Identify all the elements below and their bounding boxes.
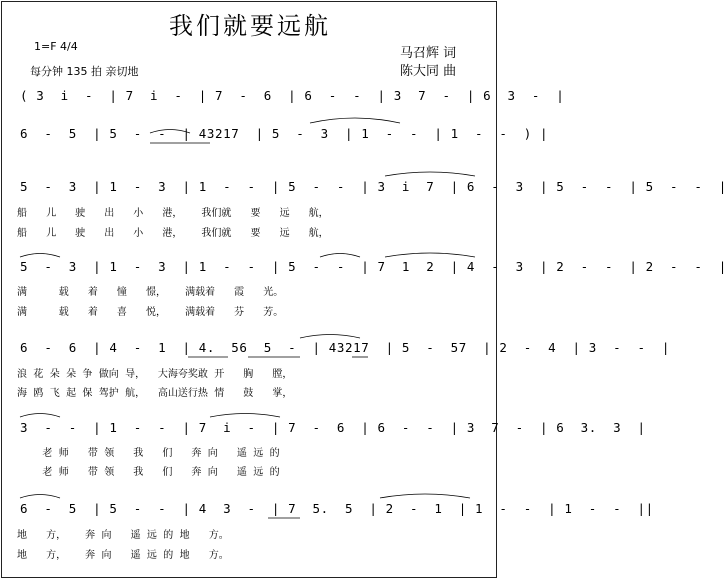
tie-arc <box>150 130 190 134</box>
notation-line-2: 6 - 5 | 5 - - | 43217 | 5 - 3 | 1 - - | 1 - - ) | <box>20 126 549 141</box>
key-signature: 1=F 4/4 <box>34 40 78 53</box>
tie-arc <box>300 335 360 339</box>
tie-arc <box>380 494 470 498</box>
lyric-line-5: 浪 花 朵 朵 争 做向 导， 大海夸奖敢 开 胸 膛， <box>17 369 293 380</box>
lyric-line-2: 船 儿 驶 出 小 港， 我们就 要 远 航， <box>17 228 329 239</box>
lyric-line-6: 海 鸥 飞 起 保 驾护 航， 高山送行热 情 鼓 掌， <box>17 388 293 399</box>
notation-line-7: 6 - 5 | 5 - - | 4 3 - | 7 5. 5 | 2 - 1 | 1 - - | 1 - - || <box>20 501 654 516</box>
lyric-line-10: 地 方， 奔 向 遥 远 的 地 方。 <box>17 550 229 561</box>
composer-credit: 陈大同 曲 <box>400 64 457 79</box>
notation-line-5: 6 - 6 | 4 - 1 | 4. 56 5 - | 43217 | 5 - 57 | 2 - 4 | 3 - - | <box>20 340 671 355</box>
tempo-marking: 每分钟 135 拍 亲切地 <box>30 65 139 78</box>
tie-arc <box>20 495 60 499</box>
lyric-line-8: 老 师 带 领 我 们 奔 向 遥 远 的 <box>17 467 280 478</box>
lyric-line-3: 满 载 着 憧 憬， 满载着 霞 光。 <box>17 287 284 298</box>
lyric-line-1: 船 儿 驶 出 小 港， 我们就 要 远 航， <box>17 208 329 219</box>
lyric-line-4: 满 载 着 喜 悦， 满载着 芬 芳。 <box>17 307 284 318</box>
tie-arc <box>385 253 475 257</box>
tie-arc <box>385 172 475 176</box>
tie-arc <box>320 254 360 258</box>
notation-line-1: ( 3 i - | 7 i - | 7 - 6 | 6 - - | 3 7 - | 6 3 - | <box>20 88 565 103</box>
lyric-line-9: 地 方， 奔 向 遥 远 的 地 方。 <box>17 530 229 541</box>
notation-line-6: 3 - - | 1 - - | 7 i - | 7 - 6 | 6 - - | 3 7 - | 6 3. 3 | <box>20 420 646 435</box>
song-title: 我们就要远航 <box>169 12 331 40</box>
tie-arc <box>210 414 280 418</box>
tie-arc <box>20 414 60 418</box>
lyric-line-7: 老 师 带 领 我 们 奔 向 遥 远 的 <box>17 448 280 459</box>
notation-line-3: 5 - 3 | 1 - 3 | 1 - - | 5 - - | 3 i 7 | 6 - 3 | 5 - - | 5 - - | <box>20 179 727 194</box>
tie-arc <box>310 118 400 123</box>
tie-arc <box>20 254 60 258</box>
lyricist-credit: 马召辉 词 <box>400 46 457 61</box>
notation-line-4: 5 - 3 | 1 - 3 | 1 - - | 5 - - | 7 1 2 | 4 - 3 | 2 - - | 2 - - | <box>20 259 727 274</box>
